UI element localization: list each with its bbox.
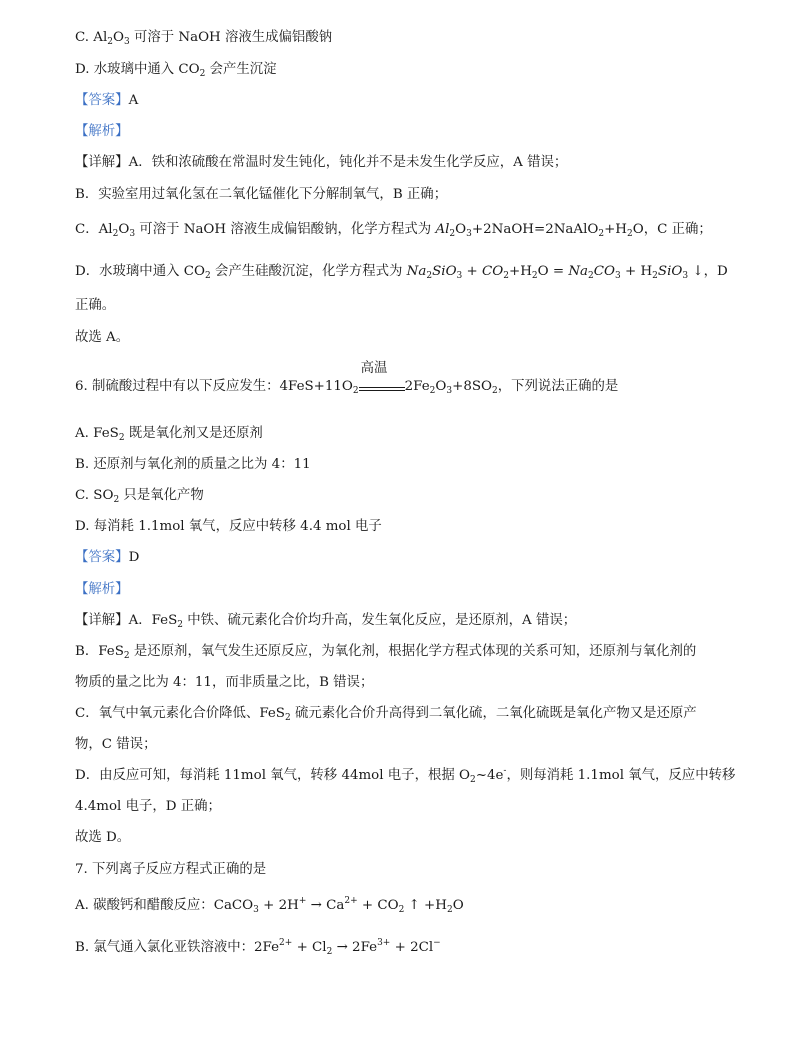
text: O — [112, 30, 124, 45]
superscript: − — [433, 938, 441, 948]
answer-value: D — [128, 550, 140, 565]
text: B. 氯气通入氯化亚铁溶液中：2Fe — [75, 940, 280, 955]
text: D. 水玻璃中通入 CO — [75, 62, 200, 77]
text: ，D — [703, 264, 728, 279]
equals-line — [359, 387, 405, 388]
text: B．FeS — [75, 644, 124, 659]
superscript: + — [298, 896, 307, 906]
subscript: 3 — [682, 271, 689, 281]
subscript: 2 — [204, 271, 211, 281]
formula: + — [462, 264, 483, 279]
text: O — [118, 222, 130, 237]
text: A．FeS — [128, 613, 178, 628]
formula: + 2H — [258, 898, 299, 913]
subscript: 3 — [253, 905, 259, 915]
text: 是还原剂，氧气发生还原反应，为氧化剂，根据化学方程式体现的关系可知，还原剂与氧化剂的 — [129, 644, 697, 659]
formula: + CO — [357, 898, 399, 913]
detail-label: 【详解】 — [75, 155, 129, 170]
q7-option-a — [75, 896, 464, 916]
text: 故选 D。 — [75, 830, 131, 845]
text: D．由反应可知，每消耗 11mol 氧气，转移 44mol 电子，根据 O — [75, 768, 470, 783]
q5-conclusion — [75, 328, 129, 348]
text: 中铁、硫元素化合价均升高，发生氧化反应，是还原剂，A 错误； — [183, 613, 577, 628]
analysis-label: 【解析】 — [75, 582, 129, 597]
detail-label: 【详解】 — [75, 613, 129, 628]
superscript: 2+ — [344, 896, 358, 906]
text: A. 碳酸钙和醋酸反应：CaCO — [75, 898, 254, 913]
formula: O — [455, 222, 467, 237]
formula: → Ca — [306, 898, 345, 913]
formula: + Cl — [292, 940, 327, 955]
text: 4.4mol 电子，D 正确； — [75, 799, 221, 814]
text: 既是氧化剂又是还原剂 — [124, 426, 263, 441]
q5-detail-a — [75, 153, 567, 173]
formula: → 2Fe — [332, 940, 378, 955]
q6-detail-d-line2 — [75, 797, 221, 817]
subscript: 2 — [107, 37, 113, 47]
subscript: 3 — [466, 229, 472, 239]
text: 2Fe — [404, 379, 430, 394]
text: C. SO — [75, 488, 114, 503]
q5-answer — [75, 91, 138, 111]
q7-stem — [75, 860, 266, 880]
formula: Na — [568, 264, 589, 279]
q6-detail-a — [75, 611, 576, 631]
subscript: 3 — [456, 271, 463, 281]
subscript: 2 — [626, 229, 633, 239]
q6-option-a — [75, 424, 263, 444]
subscript: 2 — [177, 620, 184, 630]
text: B. 还原剂与氧化剂的质量之比为 4：11 — [75, 457, 311, 472]
subscript: 3 — [615, 271, 621, 281]
equals-line — [359, 390, 405, 391]
q6-answer — [75, 548, 139, 568]
reaction-condition-arrow — [359, 361, 405, 397]
subscript: 3 — [446, 386, 453, 396]
formula: + H — [620, 264, 653, 279]
text: ~4e — [475, 768, 504, 783]
subscript: 2 — [326, 947, 333, 957]
q5-detail-d — [75, 262, 728, 282]
superscript: 2+ — [279, 938, 293, 948]
subscript: 2 — [113, 495, 120, 505]
precipitate-arrow: ↓ — [688, 264, 704, 279]
formula: CO — [482, 264, 504, 279]
text: ，则每消耗 1.1mol 氧气，反应中转移 — [506, 768, 736, 783]
subscript: 2 — [199, 69, 206, 79]
analysis-label: 【解析】 — [75, 124, 129, 139]
formula: Na — [406, 264, 427, 279]
q6-option-b — [75, 455, 311, 475]
subscript: 2 — [531, 271, 538, 281]
text: D. 每消耗 1.1mol 氧气，反应中转移 4.4 mol 电子 — [75, 519, 382, 534]
subscript: 2 — [446, 905, 453, 915]
text: 故选 A。 — [75, 330, 130, 345]
subscript: 2 — [112, 229, 119, 239]
text: 物质的量之比为 4：11，而非质量之比，B 错误； — [75, 675, 374, 690]
q5-option-d — [75, 60, 277, 80]
text: ，C 正确； — [643, 222, 712, 237]
q6-detail-d-line1 — [75, 766, 735, 786]
subscript: 2 — [469, 775, 476, 785]
formula: SiO — [432, 264, 457, 279]
text: 可溶于 NaOH 溶液生成偏铝酸钠 — [129, 30, 333, 45]
q5-detail-d-cont — [75, 296, 115, 316]
subscript: 2 — [123, 651, 130, 661]
subscript: 3 — [123, 37, 130, 47]
text: C. Al — [75, 30, 108, 45]
q6-analysis-label — [75, 580, 129, 600]
text: 会产生硅酸沉淀，化学方程式为 — [210, 264, 407, 279]
q6-detail-c-line2 — [75, 735, 156, 755]
formula: ↑ +H — [404, 898, 447, 913]
q6-detail-c-line1 — [75, 704, 697, 724]
subscript: 2 — [284, 713, 291, 723]
subscript: 2 — [352, 386, 359, 396]
text: O — [435, 379, 447, 394]
answer-label: 【答案】 — [75, 550, 129, 565]
text: C．Al — [75, 222, 113, 237]
text: A. FeS — [75, 426, 119, 441]
text: B．实验室用过氧化氢在二氧化锰催化下分解制氧气，B 正确； — [75, 187, 448, 202]
subscript: 2 — [588, 271, 594, 281]
formula: CO — [593, 264, 616, 279]
text: 物，C 错误； — [75, 737, 157, 752]
subscript: 2 — [598, 229, 605, 239]
subscript: 2 — [492, 386, 498, 396]
q6-option-d — [75, 517, 382, 537]
text: D．水玻璃中通入 CO — [75, 264, 205, 279]
q5-detail-c — [75, 220, 712, 240]
formula: O — [452, 898, 464, 913]
subscript: 2 — [118, 433, 125, 443]
answer-label: 【答案】 — [75, 93, 129, 108]
text: 硫元素化合价升高得到二氧化硫，二氧化硫既是氧化产物又是还原产 — [290, 706, 697, 721]
q6-conclusion — [75, 828, 130, 848]
q6-detail-b-line2 — [75, 673, 373, 693]
q6-detail-b-line1 — [75, 642, 696, 662]
formula: O = — [537, 264, 569, 279]
formula: +H — [604, 222, 627, 237]
condition-label: 高温 — [360, 361, 388, 376]
formula: + 2Cl — [390, 940, 434, 955]
text: 可溶于 NaOH 溶液生成偏铝酸钠，化学方程式为 — [135, 222, 436, 237]
subscript: 2 — [426, 271, 433, 281]
q5-analysis-label — [75, 122, 129, 142]
text: 只是氧化产物 — [119, 488, 204, 503]
subscript: 2 — [449, 229, 456, 239]
formula: +H — [508, 264, 532, 279]
answer-value: A — [128, 93, 139, 108]
q7-option-b — [75, 938, 441, 958]
subscript: 2 — [652, 271, 658, 281]
subscript: 2 — [398, 905, 405, 915]
q5-detail-b — [75, 185, 447, 205]
text: 7. 下列离子反应方程式正确的是 — [75, 862, 267, 877]
formula: Al — [435, 222, 450, 237]
q6-option-c — [75, 486, 204, 506]
subscript: 2 — [503, 271, 509, 281]
subscript: 3 — [129, 229, 136, 239]
formula: O — [632, 222, 644, 237]
subscript: 2 — [429, 386, 436, 396]
text: 会产生沉淀 — [205, 62, 277, 77]
formula: +2NaOH=2NaAlO — [471, 222, 599, 237]
text: C．氧气中氧元素化合价降低、FeS — [75, 706, 285, 721]
text: 6. 制硫酸过程中有以下反应发生：4FeS+11O — [75, 379, 353, 394]
q6-stem — [75, 361, 619, 397]
text: ，下列说法正确的是 — [497, 379, 619, 394]
superscript: - — [503, 766, 507, 776]
q5-option-c — [75, 28, 332, 48]
text: 正确。 — [75, 298, 116, 313]
formula: SiO — [657, 264, 683, 279]
text: +8SO — [452, 379, 493, 394]
text: A．铁和浓硫酸在常温时发生钝化，钝化并不是未发生化学反应，A 错误； — [128, 155, 568, 170]
superscript: 3+ — [377, 938, 391, 948]
